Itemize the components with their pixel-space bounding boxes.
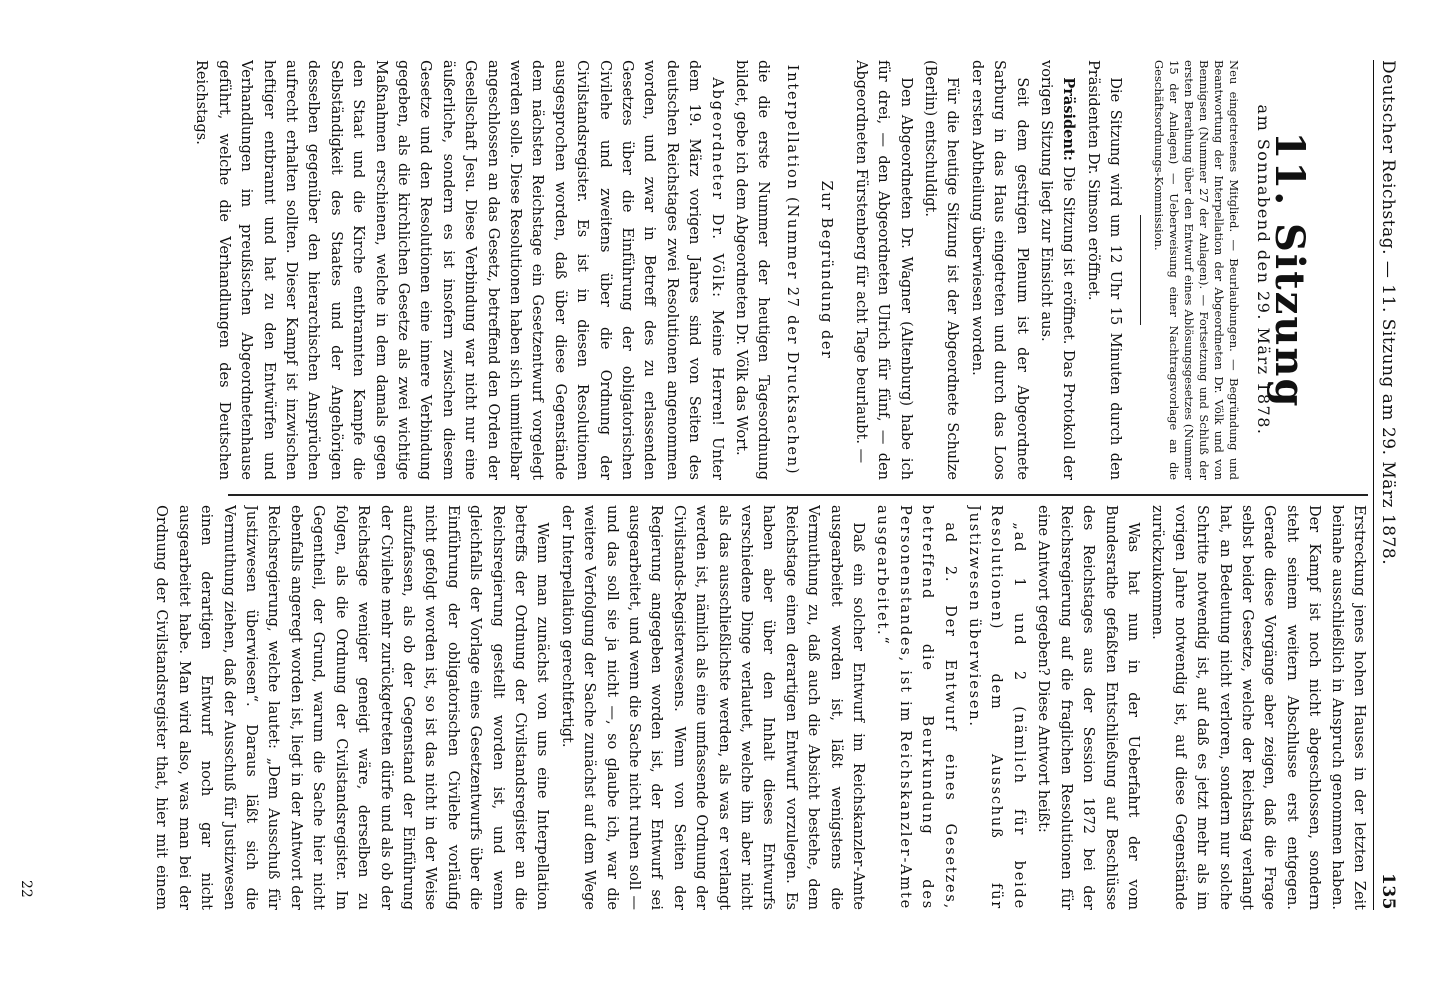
quote-resolution-1: „ad 1 und 2 (nämlich für beide Resolutionen) dem Ausschuß für Justizwesen überwiesen. bbox=[966, 505, 1027, 910]
session-date: am Sonnabend den 29. März 1878. bbox=[1253, 104, 1273, 436]
paragraph-to-justify: Zur Begründung der bbox=[818, 180, 835, 360]
paragraph-give-floor: die die erste Nummer der heutigen Tagesordnung bildet, gebe ich dem Abgeordneten Dr. Völk das Wort. bbox=[733, 60, 772, 480]
paragraph-right-3: Daß ein solcher Entwurf im Reichskanzler-Amte ausgearbeitet worden ist, läßt wenigstens die Vermuthung zu, daß auch die Absicht bestehe, dem Reichstage einen derartigen Entwurf vorzulegen. Es haben aber über den Inhalt dieses Entwurfs verschiedene Dinge verlautet, welche ihn aber nicht als das ausschließlichste werden, als was er verlangt werden ist, nämlich als eine umfassende Ordnung der Civilstands-Registerwesens. Wenn von Seiten der Regierung angegeben worden ist, der Entwurf sei ausgearbeitet, und wenn die Sache nicht ruhen soll — und das soll sie ja nicht —, so glaube ich, war die weitere Verfolgung der Sache zunächst auf dem Wege der Interpellation gerechtfertigt. bbox=[558, 505, 867, 910]
section-divider bbox=[1140, 215, 1141, 325]
interpellation-heading: Interpellation (Nummer 27 der Drucksachen) bbox=[783, 64, 800, 476]
paragraph-right-4: Wenn man zunächst von uns eine Interpellation betreffs der Ordnung der Civilstandsregister an die Reichsregierung gestellt worden ist, und wenn gleichfalls der Vorlage eines Gesetzentwurfs über die Einführung der obligatorischen Civilehe vorläufig nicht gefolgt worden ist, so ist das nicht in der Weise aufzufassen, als ob der Gegenstand der Einführung der Civilehe mehr zurückgetreten dürfe und als ob der Reichstage weniger geneigt wäre, derselben zu folgen, als die Ordnung der Civilstandsregister. Im Gegentheil, der Grund, warum die Sache hier nicht ebenfalls angeregt worden ist, liegt in der Antwort der Reichsregierung, welche lautet: „Dem Ausschuß für Justizwesen überwiesen“. Daraus läßt sich die Vermuthung ziehen, daß der Ausschuß für Justizwesen einen derartigen Entwurf noch gar nicht ausgearbeitet habe. Man wird also, was man bei der Ordnung der Civilstandsregister that, hier mit einem bbox=[153, 505, 551, 910]
paragraph-right-1: Erstreckung jenes hohen Hauses in der letzten Zeit beinahe ausschließlich in Anspruch genommen haben. Der Kampf ist noch nicht abgeschlossen, sondern steht seinem weitern Abschlusse erst entgegen. Gerade diese Vorgänge aber zeigen, daß die Frage selbst beider Gesetze, welche der Reichstag verlangt hat, an Bedeutung nicht verloren, sondern nur solche Schritte notwendig ist, auf daß es jetzt mehr als im vorigen Jahre notwendig ist, auf diese Gegenstände zurückzukommen. bbox=[1149, 505, 1367, 910]
paragraph-leave: Den Abgeordneten Dr. Wagner (Altenburg) habe ich für drei, — den Abgeordneten Ulrich für fünf, — den Abgeordneten Fürstenberg für acht Tage beurlaubt. — bbox=[852, 60, 914, 480]
column-divider bbox=[228, 494, 1368, 496]
footer-page-number: 22 bbox=[18, 880, 34, 898]
session-title: 11. Sitzung bbox=[1266, 131, 1313, 409]
running-head bbox=[1373, 60, 1402, 910]
paragraph-opening: Die Sitzung wird um 12 Uhr 15 Minuten durch den Präsidenten Dr. Simson eröffnet. bbox=[1084, 60, 1124, 480]
paragraph-voelk-speech bbox=[190, 60, 728, 480]
running-head-title: Deutscher Reichstag. — 11. Sitzung am 29. März 1878. bbox=[1378, 60, 1398, 566]
speaker-voelk: Abgeordneter Dr. Völk: bbox=[708, 77, 725, 299]
right-column bbox=[150, 505, 1370, 910]
running-head-page-number: 135 bbox=[1378, 873, 1398, 910]
paragraph-right-2: Was hat nun in der Ueberfahrt der vom Bundesrathe gefaßten Entschließung auf Beschlüsse des Reichstages aus der Session 1872 bei der Reichsregierung auf die fraglichen Resolutionen für eine Antwort gegeben? Diese Antwort heißt: bbox=[1035, 505, 1141, 910]
paragraph-excused: Für die heutige Sitzung ist der Abgeordnete Schulze (Berlin) entschuldigt. bbox=[921, 60, 961, 480]
quote-resolution-2: ad 2. Der Entwurf eines Gesetzes, betreffend die Beurkundung des Personenstandes, ist im Reichskanzler-Amte ausgearbeitet.“ bbox=[874, 505, 958, 910]
paragraph-president-text: Die Sitzung ist eröffnet. Das Protokoll der vorigen Sitzung liegt zur Einsicht aus. bbox=[1037, 60, 1077, 480]
agenda-summary: Neu eingetretenes Mitglied. — Beurlaubungen. — Begründung und Beantwortung der Interpellation der Abgeordneten Dr. Völk und von Bennigsen (Nummer 27 der Anlagen). — Fortsetzung und Schluß der ersten Berathung über den Entwurf eines Ablösungsgesetzes (Nummer 15 der Anlagen) — Ueberweisung einer Nachtragsvorlage an die Geschäftsordnungs-Kommission. bbox=[1152, 60, 1242, 480]
left-column bbox=[40, 60, 1370, 480]
paragraph-voelk-text: Meine Herren! Unter dem 19. März vorigen Jahres sind von Seiten des deutschen Reichstages zwei Resolutionen angenommen worden, und zwar in Betreff des zu erlassenden Gesetzes über die Einführung der obligatorischen Civilehe und zweitens über die Ordnung der Civilstandsregister. Es ist in diesen Resolutionen ausgesprochen worden, daß über diese Gegenstände dem nächsten Reichstage ein Gesetzentwurf vorgelegt werden solle. Diese Resolutionen haben sich unmittelbar angeschlossen an das Gesetz, betreffend den Orden der Gesellschaft Jesu. Diese Verbindung war nicht nur eine äußerliche, sondern es ist insofern zwischen diesem Gesetze und den Resolutionen eine innere Verbindung gegeben, als die kirchlichen Gesetze als zwei wichtige Maßnahmen erschienen, welche in dem damals gegen den Staat und die Kirche entbrannten Kampfe die Selbständigkeit des Staates und der Angehörigen desselben gegenüber den hierarchischen Ansprüchen aufrecht erhalten sollten. Dieser Kampf ist inzwischen heftiger entbrannt und hat zu den Entwürfen und Verhandlungen im preußischen Abgeordnetenhause geführt, welche die Verhandlungen des Deutschen Reichstags. bbox=[193, 60, 725, 480]
paragraph-new-member: Seit dem gestrigen Plenum ist der Abgeordnete Sarburg in das Haus eingetreten und durch das Loos der ersten Abtheilung überwiesen worden. bbox=[968, 60, 1030, 480]
paragraph-president bbox=[1035, 60, 1080, 480]
speaker-president: Präsident: bbox=[1060, 77, 1078, 161]
